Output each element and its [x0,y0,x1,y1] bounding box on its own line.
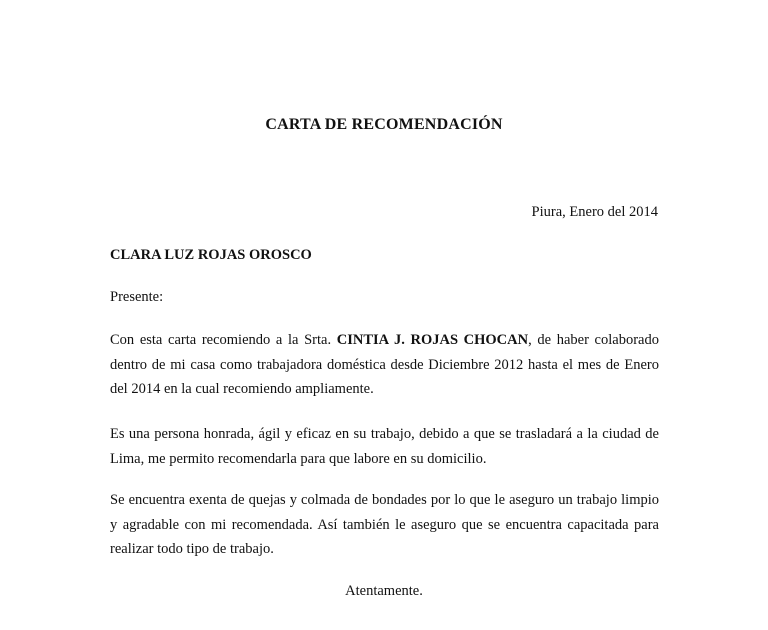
letter-date: Piura, Enero del 2014 [531,204,658,220]
paragraph-recommendation-intro: Con esta carta recomiendo a la Srta. [110,332,337,348]
recommended-person-name: CINTIA J. ROJAS CHOCAN [336,332,529,348]
closing-phrase: Atentamente. [345,583,423,599]
salutation: Presente: [110,289,164,305]
paragraph-recommendation-body: , de haber colaborado dentro de mi casa como trabajadora doméstica desde Diciembre 2012 hasta el mes de Enero del 2014 en la cual recomiendo ampliamente. [110,332,659,397]
letter-title: CARTA DE RECOMENDACIÓN [265,116,503,133]
paragraph-qualities: Es una persona honrada, ágil y eficaz en su trabajo, debido a que se trasladará a la ciudad de Lima, me permito recomendarla para que labore en su domicilio. [110,426,659,467]
paragraph-assurance: Se encuentra exenta de quejas y colmada de bondades por lo que le aseguro un trabajo limpio y agradable con mi recomendada. Así también le aseguro que se encuentra capacitada para realizar todo tipo de trabajo. [110,492,659,557]
recipient-name: CLARA LUZ ROJAS OROSCO [110,247,312,263]
paragraph-recommendation [110,328,659,402]
